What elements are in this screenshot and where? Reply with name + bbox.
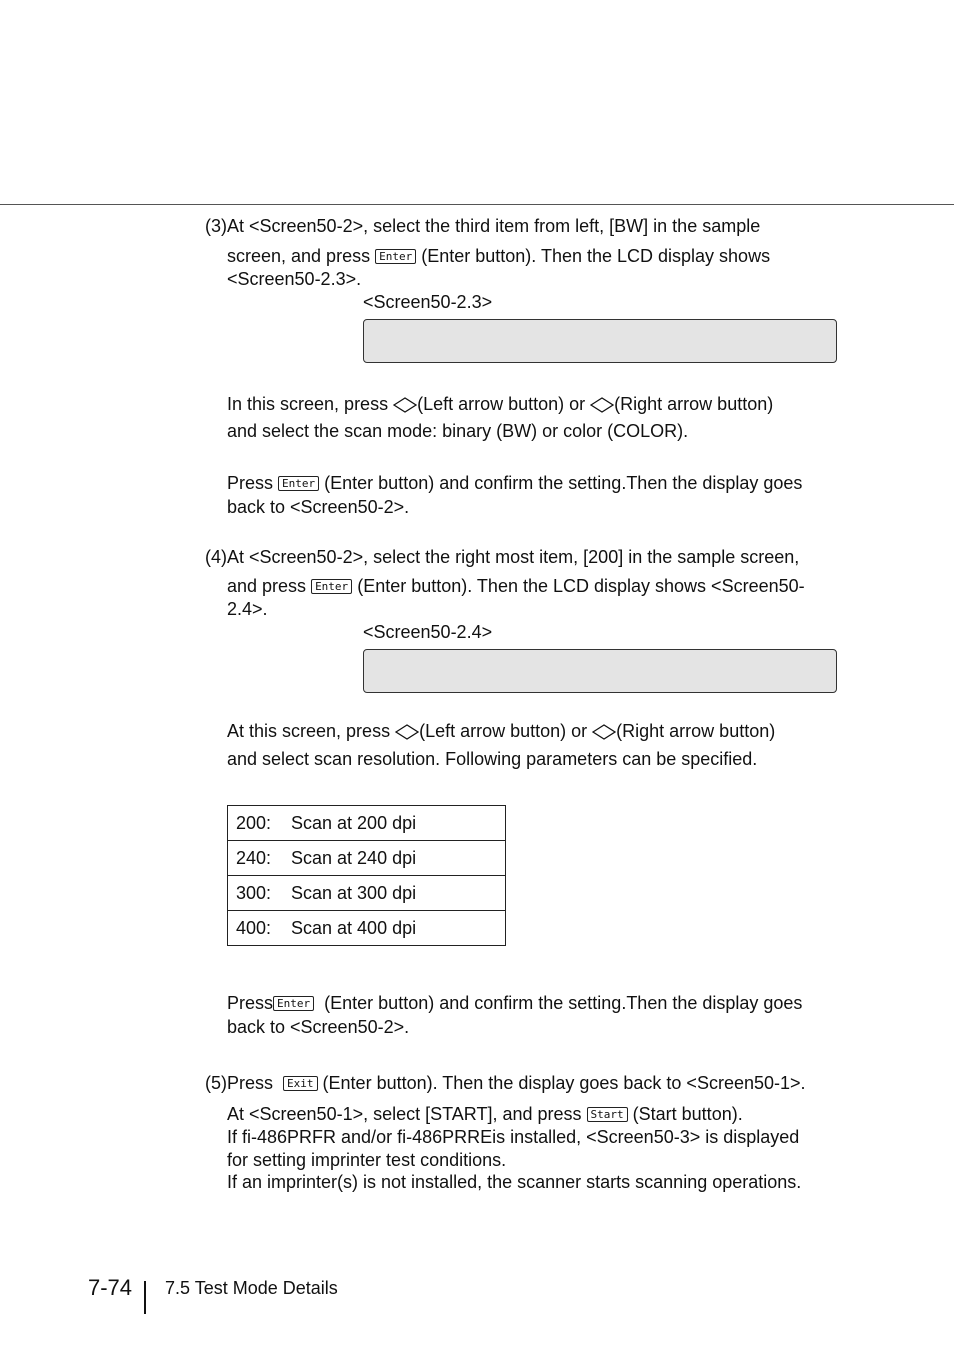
step5-line2: At <Screen50-1>, select [START], and press Start (Start button). bbox=[227, 1104, 743, 1124]
step3-para1: In this screen, press (Left arrow button) or (Right arrow button) bbox=[227, 394, 774, 414]
resolution-value: 300: bbox=[228, 876, 292, 911]
step4-para1: At this screen, press (Left arrow button) or (Right arrow button) bbox=[227, 721, 776, 741]
enter-key-icon: Enter bbox=[375, 249, 416, 264]
resolution-description: Scan at 400 dpi bbox=[291, 911, 506, 946]
resolution-value: 200: bbox=[228, 806, 292, 841]
step5-line1: (5)Press Exit (Enter button). Then the display goes back to <Screen50-1>. bbox=[205, 1073, 806, 1093]
table-row bbox=[228, 841, 506, 876]
start-key-icon: Start bbox=[587, 1107, 628, 1122]
table-row bbox=[228, 806, 506, 841]
left-arrow-button-icon bbox=[393, 397, 417, 413]
right-arrow-button-icon bbox=[590, 397, 614, 413]
footer-divider bbox=[144, 1281, 146, 1314]
table-row bbox=[228, 911, 506, 946]
step4-para2: Press Enter (Enter button) and confirm the setting.Then the display goes bbox=[227, 993, 803, 1013]
header-rule bbox=[0, 204, 954, 205]
lcd-screen-50-2-4 bbox=[363, 649, 837, 693]
resolution-table bbox=[227, 805, 506, 946]
step5-line4: for setting imprinter test conditions. bbox=[227, 1150, 507, 1170]
step4-line3: 2.4>. bbox=[227, 599, 268, 619]
step3-para2-line2: back to <Screen50-2>. bbox=[227, 497, 410, 517]
screen-label-2-4: <Screen50-2.4> bbox=[363, 622, 493, 642]
step5-line5: If an imprinter(s) is not installed, the scanner starts scanning operations. bbox=[227, 1172, 802, 1192]
enter-key-icon: Enter bbox=[273, 996, 314, 1011]
table-row bbox=[228, 876, 506, 911]
exit-key-icon: Exit bbox=[283, 1076, 318, 1091]
step3-line2: screen, and press Enter (Enter button). Then the LCD display shows bbox=[227, 246, 771, 266]
page-number: 7-74 bbox=[88, 1275, 133, 1300]
resolution-description: Scan at 200 dpi bbox=[291, 806, 506, 841]
right-arrow-button-icon bbox=[592, 724, 616, 740]
screen-label-2-3: <Screen50-2.3> bbox=[363, 292, 493, 312]
lcd-screen-50-2-3 bbox=[363, 319, 837, 363]
step3-line1: (3)At <Screen50-2>, select the third item from left, [BW] in the sample bbox=[205, 216, 761, 236]
step4-para2-line2: back to <Screen50-2>. bbox=[227, 1017, 410, 1037]
resolution-value: 240: bbox=[228, 841, 292, 876]
step4-line2: and press Enter (Enter button). Then the LCD display shows <Screen50- bbox=[227, 576, 805, 596]
step5-line3: If fi-486PRFR and/or fi-486PRREis installed, <Screen50-3> is displayed bbox=[227, 1127, 800, 1147]
resolution-value: 400: bbox=[228, 911, 292, 946]
step3-line3: <Screen50-2.3>. bbox=[227, 269, 362, 289]
section-title: 7.5 Test Mode Details bbox=[165, 1278, 338, 1298]
step4-para1-line2: and select scan resolution. Following parameters can be specified. bbox=[227, 749, 758, 769]
enter-key-icon: Enter bbox=[311, 579, 352, 594]
resolution-description: Scan at 240 dpi bbox=[291, 841, 506, 876]
step3-para1-line2: and select the scan mode: binary (BW) or color (COLOR). bbox=[227, 421, 689, 441]
left-arrow-button-icon bbox=[395, 724, 419, 740]
resolution-description: Scan at 300 dpi bbox=[291, 876, 506, 911]
step3-para2: Press Enter (Enter button) and confirm the setting.Then the display goes bbox=[227, 473, 803, 493]
step4-line1: (4)At <Screen50-2>, select the right most item, [200] in the sample screen, bbox=[205, 547, 800, 567]
enter-key-icon: Enter bbox=[278, 476, 319, 491]
